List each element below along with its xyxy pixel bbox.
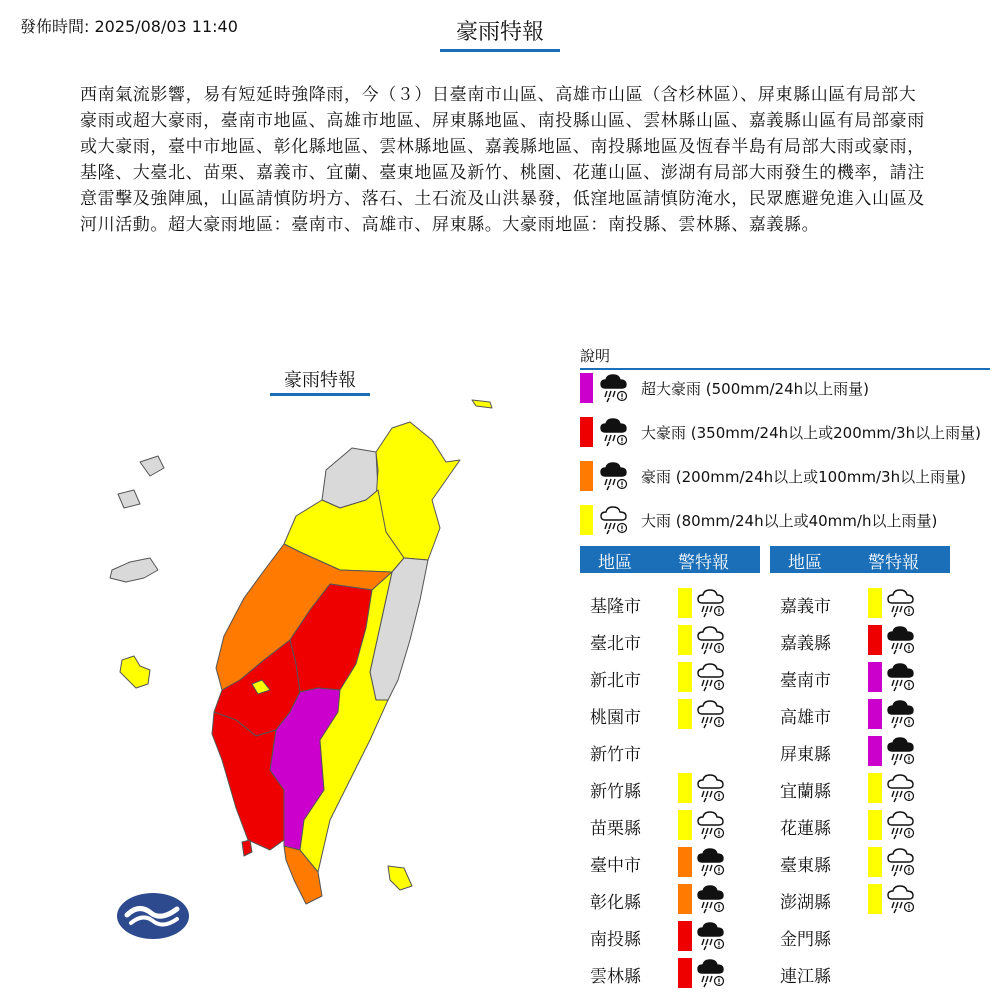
heavy-rain-cloud-icon xyxy=(599,460,635,492)
county-name: 新竹市 xyxy=(590,745,641,765)
warning-level-swatch xyxy=(678,958,692,988)
warning-level-swatch xyxy=(868,847,882,877)
warning-level-swatch xyxy=(678,847,692,877)
county-row xyxy=(580,845,760,879)
county-row xyxy=(580,956,760,990)
warning-level-swatch xyxy=(868,662,882,692)
county-row xyxy=(580,623,760,657)
warning-level-swatch xyxy=(868,588,882,618)
county-name: 基隆市 xyxy=(590,597,641,617)
county-row xyxy=(770,919,950,953)
legend-item-super-torrential xyxy=(580,371,869,405)
county-row xyxy=(580,808,760,842)
county-row xyxy=(770,734,950,768)
taiwan-warning-map xyxy=(95,390,515,910)
legend-swatch xyxy=(580,373,593,403)
county-row xyxy=(580,919,760,953)
region-liuqiu xyxy=(242,840,252,856)
county-row xyxy=(770,882,950,916)
warning-level-swatch xyxy=(678,662,692,692)
county-row xyxy=(770,771,950,805)
column-region: 地區 xyxy=(788,553,822,573)
county-row xyxy=(770,660,950,694)
county-name: 南投縣 xyxy=(590,930,641,950)
legend-swatch xyxy=(580,505,593,535)
warning-level-swatch xyxy=(868,773,882,803)
heavy-rain-cloud-icon xyxy=(599,416,635,448)
legend-item-extremely-torrential xyxy=(580,415,981,449)
legend-label: 豪雨 (200mm/24h以上或100mm/3h以上雨量) xyxy=(641,467,966,486)
county-name: 高雄市 xyxy=(780,708,831,728)
warning-level-swatch xyxy=(678,810,692,840)
region-matsu-2 xyxy=(118,490,140,508)
region-south-west xyxy=(212,712,284,850)
county-name: 屏東縣 xyxy=(780,745,831,765)
county-row xyxy=(580,660,760,694)
county-row xyxy=(580,882,760,916)
warning-level-swatch xyxy=(868,736,882,766)
warning-level-swatch xyxy=(678,699,692,729)
county-row xyxy=(770,808,950,842)
county-name: 金門縣 xyxy=(780,930,831,950)
page-title: 豪雨特報 xyxy=(440,15,560,52)
region-lanyu xyxy=(388,866,412,890)
legend-label: 超大豪雨 (500mm/24h以上雨量) xyxy=(641,379,869,398)
warning-level-swatch xyxy=(868,699,882,729)
county-row xyxy=(580,697,760,731)
region-matsu-1 xyxy=(140,456,164,476)
county-name: 新北市 xyxy=(590,671,641,691)
county-row xyxy=(770,697,950,731)
county-name: 臺東縣 xyxy=(780,856,831,876)
warning-summary: 西南氣流影響，易有短延時強降雨，今（３）日臺南市山區、高雄市山區（含杉林區）、屏東縣山區有局部大豪雨或超大豪雨，臺南市地區、高雄市地區、屏東縣地區、南投縣山區、雲林縣山區、嘉義縣山區有局部豪雨或大豪雨，臺中市地區、彰化縣地區、雲林縣地區、嘉義縣地區、南投縣地區及恆春半島有局部大雨或豪雨，基隆、大臺北、苗栗、嘉義市、宜蘭、臺東地區及新竹、桃園、花蓮山區、澎湖有局部大雨發生的機率，請注意雷擊及強陣風，山區請慎防坍方、落石、土石流及山洪暴發，低窪地區請慎防淹水，民眾應避免進入山區及河川活動。超大豪雨地區：臺南市、高雄市、屏東縣。大豪雨地區：南投縣、雲林縣、嘉義縣。 xyxy=(80,85,925,235)
warning-level-swatch xyxy=(678,773,692,803)
county-row xyxy=(770,956,950,990)
warning-level-swatch xyxy=(678,921,692,951)
legend-swatch xyxy=(580,417,593,447)
region-islet xyxy=(472,400,492,408)
county-name: 雲林縣 xyxy=(590,967,641,987)
county-name: 花蓮縣 xyxy=(780,819,831,839)
column-warning: 警特報 xyxy=(868,553,919,573)
warning-level-swatch xyxy=(678,588,692,618)
warning-level-swatch xyxy=(678,884,692,914)
map-title: 豪雨特報 xyxy=(270,366,370,396)
table-header-right xyxy=(770,546,950,573)
county-row xyxy=(580,734,760,768)
legend-item-torrential xyxy=(580,459,966,493)
county-name: 嘉義市 xyxy=(780,597,831,617)
warning-level-swatch xyxy=(868,810,882,840)
region-kinmen xyxy=(110,558,158,582)
heavy-rain-cloud-icon xyxy=(599,372,635,404)
county-row xyxy=(580,586,760,620)
legend-swatch xyxy=(580,461,593,491)
county-name: 嘉義縣 xyxy=(780,634,831,654)
county-row xyxy=(770,623,950,657)
county-name: 臺南市 xyxy=(780,671,831,691)
county-name: 宜蘭縣 xyxy=(780,782,831,802)
column-region: 地區 xyxy=(598,553,632,573)
county-name: 連江縣 xyxy=(780,967,831,987)
legend-label: 大豪雨 (350mm/24h以上或200mm/3h以上雨量) xyxy=(641,423,981,442)
table-header-left xyxy=(580,546,760,573)
region-penghu xyxy=(120,656,150,688)
cwa-logo xyxy=(117,893,189,939)
county-row xyxy=(770,586,950,620)
county-name: 臺北市 xyxy=(590,634,641,654)
warning-level-swatch xyxy=(678,625,692,655)
county-name: 新竹縣 xyxy=(590,782,641,802)
county-name: 桃園市 xyxy=(590,708,641,728)
warning-level-swatch xyxy=(868,884,882,914)
warning-level-swatch xyxy=(868,625,882,655)
county-row xyxy=(770,845,950,879)
county-name: 臺中市 xyxy=(590,856,641,876)
county-row xyxy=(580,771,760,805)
issue-time: 發佈時間: 2025/08/03 11:40 xyxy=(20,17,238,36)
county-name: 苗栗縣 xyxy=(590,819,641,839)
legend-label: 大雨 (80mm/24h以上或40mm/h以上雨量) xyxy=(641,511,938,530)
county-name: 彰化縣 xyxy=(590,893,641,913)
column-warning: 警特報 xyxy=(678,553,729,573)
legend-item-heavy-rain xyxy=(580,503,937,537)
county-name: 澎湖縣 xyxy=(780,893,831,913)
legend-title: 說明 xyxy=(580,345,990,370)
rain-cloud-outline-icon xyxy=(599,504,635,536)
